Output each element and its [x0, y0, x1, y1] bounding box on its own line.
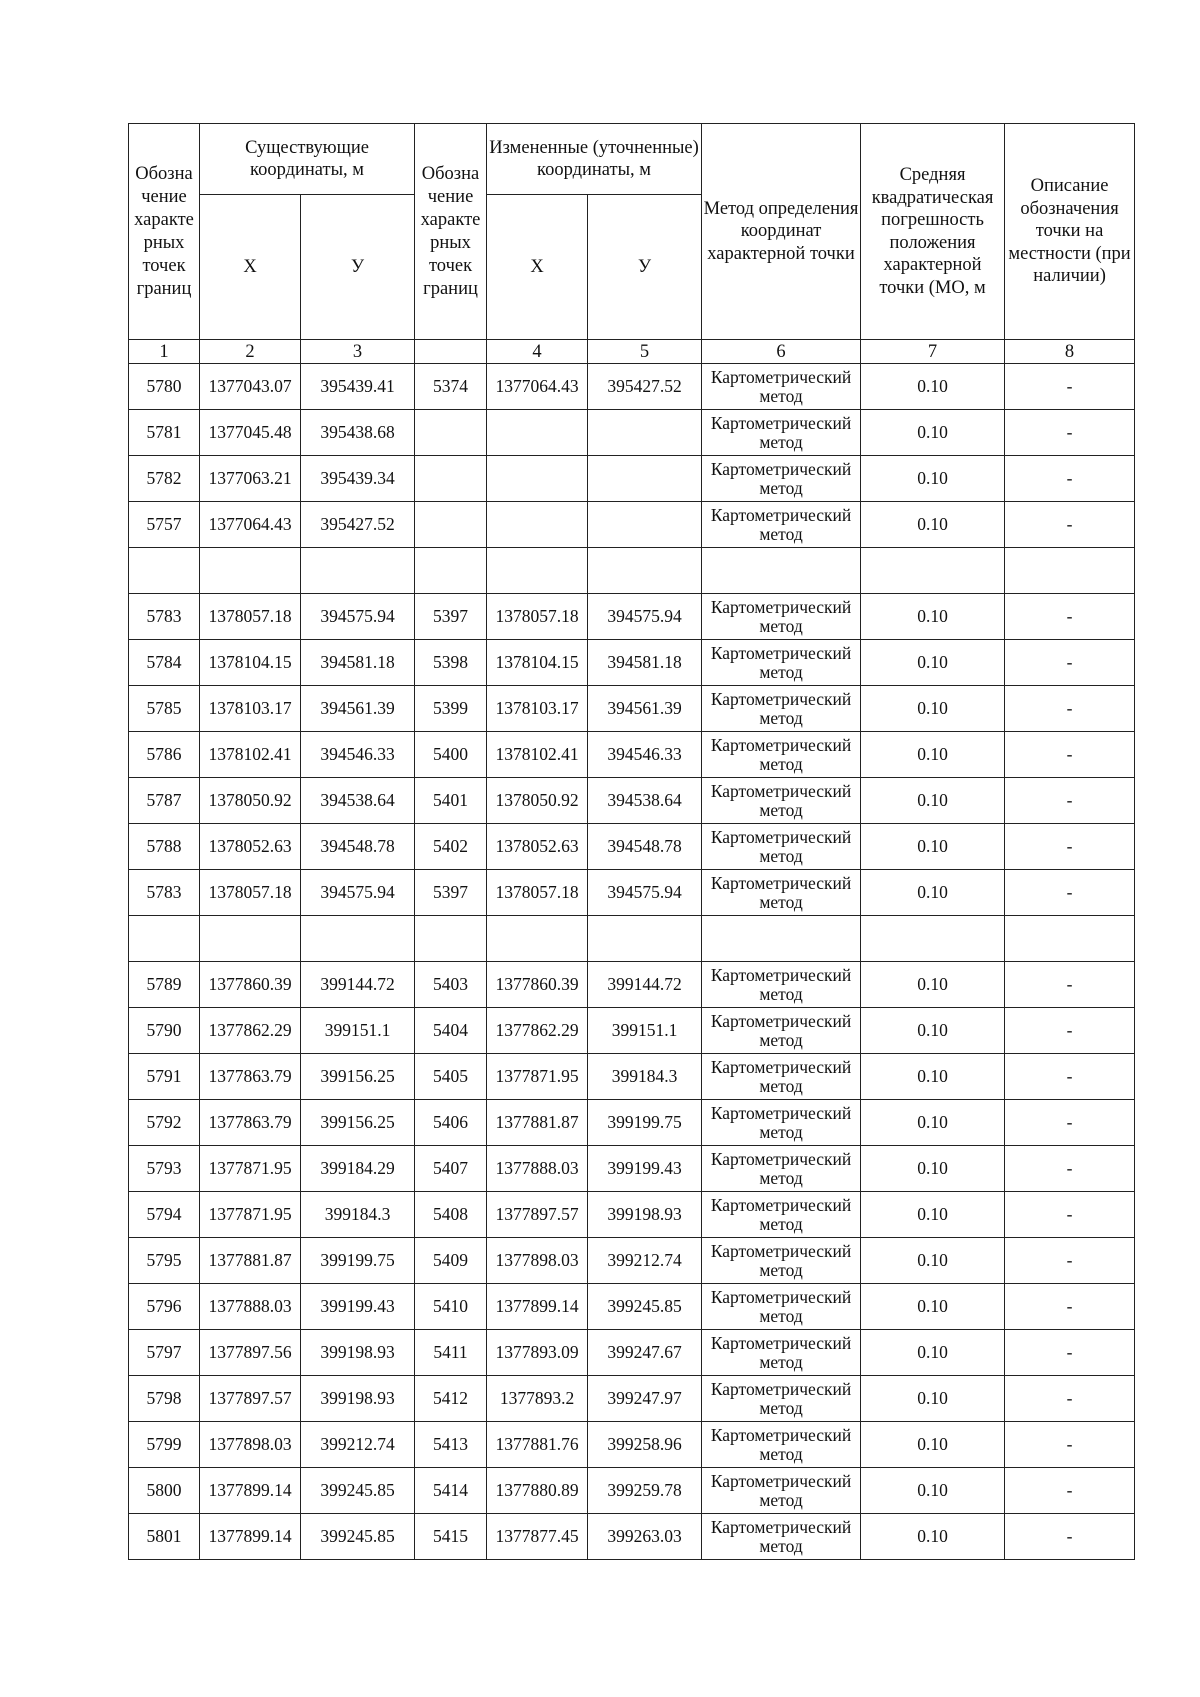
- changed-point-id-cell: 5397: [415, 870, 487, 916]
- changed-y-cell: [588, 502, 702, 548]
- changed-point-id-cell: 5411: [415, 1330, 487, 1376]
- empty-cell: [129, 916, 200, 962]
- error-cell: 0.10: [861, 1330, 1005, 1376]
- method-cell: Картометрический метод: [702, 1376, 861, 1422]
- existing-y-cell: 394561.39: [301, 686, 415, 732]
- changed-x-cell: 1378050.92: [487, 778, 588, 824]
- point-id-cell: 5783: [129, 870, 200, 916]
- point-id-cell: 5787: [129, 778, 200, 824]
- error-cell: 0.10: [861, 502, 1005, 548]
- existing-x-cell: 1377863.79: [200, 1100, 301, 1146]
- table-row: [129, 870, 1135, 916]
- table-row: [129, 1376, 1135, 1422]
- description-cell: -: [1005, 1376, 1135, 1422]
- point-id-cell: 5782: [129, 456, 200, 502]
- changed-y-cell: 399151.1: [588, 1008, 702, 1054]
- changed-y-cell: 394561.39: [588, 686, 702, 732]
- existing-x-cell: 1377862.29: [200, 1008, 301, 1054]
- table-row: [129, 1192, 1135, 1238]
- existing-y-cell: 395439.41: [301, 364, 415, 410]
- table-row: [129, 1146, 1135, 1192]
- existing-x-cell: 1378057.18: [200, 594, 301, 640]
- changed-point-id-cell: 5408: [415, 1192, 487, 1238]
- changed-y-cell: 395427.52: [588, 364, 702, 410]
- description-cell: -: [1005, 1008, 1135, 1054]
- existing-x-cell: 1377897.56: [200, 1330, 301, 1376]
- existing-y-cell: 399199.75: [301, 1238, 415, 1284]
- point-id-cell: 5791: [129, 1054, 200, 1100]
- header-changed-y: У: [588, 195, 702, 340]
- existing-x-cell: 1377898.03: [200, 1422, 301, 1468]
- changed-x-cell: 1377880.89: [487, 1468, 588, 1514]
- changed-point-id-cell: 5406: [415, 1100, 487, 1146]
- changed-point-id-cell: 5407: [415, 1146, 487, 1192]
- error-cell: 0.10: [861, 1008, 1005, 1054]
- column-number: 2: [200, 340, 301, 364]
- point-id-cell: 5792: [129, 1100, 200, 1146]
- error-cell: 0.10: [861, 1422, 1005, 1468]
- method-cell: Картометрический метод: [702, 1514, 861, 1560]
- table-row: [129, 686, 1135, 732]
- existing-y-cell: 395438.68: [301, 410, 415, 456]
- description-cell: -: [1005, 1330, 1135, 1376]
- table-row: [129, 1514, 1135, 1560]
- existing-y-cell: 394575.94: [301, 594, 415, 640]
- changed-point-id-cell: [415, 410, 487, 456]
- existing-y-cell: 394548.78: [301, 824, 415, 870]
- description-cell: -: [1005, 364, 1135, 410]
- changed-point-id-cell: [415, 456, 487, 502]
- empty-cell: [415, 548, 487, 594]
- error-cell: 0.10: [861, 594, 1005, 640]
- method-cell: Картометрический метод: [702, 1146, 861, 1192]
- changed-point-id-cell: 5397: [415, 594, 487, 640]
- changed-y-cell: 394548.78: [588, 824, 702, 870]
- changed-x-cell: [487, 410, 588, 456]
- changed-point-id-cell: 5410: [415, 1284, 487, 1330]
- table-row: [129, 1008, 1135, 1054]
- existing-y-cell: 399245.85: [301, 1468, 415, 1514]
- empty-cell: [861, 916, 1005, 962]
- method-cell: Картометрический метод: [702, 1284, 861, 1330]
- changed-y-cell: 399199.75: [588, 1100, 702, 1146]
- error-cell: 0.10: [861, 1146, 1005, 1192]
- changed-x-cell: [487, 502, 588, 548]
- error-cell: 0.10: [861, 1468, 1005, 1514]
- changed-x-cell: 1378057.18: [487, 870, 588, 916]
- error-cell: 0.10: [861, 1238, 1005, 1284]
- table-row: [129, 456, 1135, 502]
- table-row: [129, 962, 1135, 1008]
- empty-cell: [200, 916, 301, 962]
- existing-x-cell: 1377899.14: [200, 1468, 301, 1514]
- changed-point-id-cell: 5412: [415, 1376, 487, 1422]
- existing-x-cell: 1377045.48: [200, 410, 301, 456]
- point-id-cell: 5796: [129, 1284, 200, 1330]
- changed-y-cell: 394538.64: [588, 778, 702, 824]
- empty-cell: [301, 548, 415, 594]
- header-description: Описание обозначения точки на местности (при наличии): [1005, 124, 1135, 340]
- changed-x-cell: 1377897.57: [487, 1192, 588, 1238]
- changed-point-id-cell: 5409: [415, 1238, 487, 1284]
- description-cell: -: [1005, 1514, 1135, 1560]
- changed-x-cell: 1377893.09: [487, 1330, 588, 1376]
- existing-x-cell: 1377897.57: [200, 1376, 301, 1422]
- method-cell: Картометрический метод: [702, 456, 861, 502]
- existing-y-cell: 399144.72: [301, 962, 415, 1008]
- header-existing-y: У: [301, 195, 415, 340]
- header-changed-x: Х: [487, 195, 588, 340]
- changed-y-cell: 399247.97: [588, 1376, 702, 1422]
- error-cell: 0.10: [861, 1284, 1005, 1330]
- existing-y-cell: 399156.25: [301, 1100, 415, 1146]
- group-separator-row: [129, 548, 1135, 594]
- existing-x-cell: 1377063.21: [200, 456, 301, 502]
- existing-x-cell: 1378052.63: [200, 824, 301, 870]
- method-cell: Картометрический метод: [702, 1330, 861, 1376]
- description-cell: -: [1005, 640, 1135, 686]
- method-cell: Картометрический метод: [702, 778, 861, 824]
- changed-x-cell: 1378052.63: [487, 824, 588, 870]
- method-cell: Картометрический метод: [702, 1054, 861, 1100]
- point-id-cell: 5800: [129, 1468, 200, 1514]
- error-cell: 0.10: [861, 962, 1005, 1008]
- table-row: [129, 640, 1135, 686]
- changed-y-cell: [588, 410, 702, 456]
- error-cell: 0.10: [861, 778, 1005, 824]
- existing-x-cell: 1377863.79: [200, 1054, 301, 1100]
- changed-point-id-cell: 5405: [415, 1054, 487, 1100]
- changed-point-id-cell: 5374: [415, 364, 487, 410]
- changed-y-cell: 399245.85: [588, 1284, 702, 1330]
- existing-y-cell: 394581.18: [301, 640, 415, 686]
- error-cell: 0.10: [861, 1514, 1005, 1560]
- existing-y-cell: 394538.64: [301, 778, 415, 824]
- existing-y-cell: 395439.34: [301, 456, 415, 502]
- method-cell: Картометрический метод: [702, 1100, 861, 1146]
- existing-y-cell: 399199.43: [301, 1284, 415, 1330]
- column-number: 6: [702, 340, 861, 364]
- empty-cell: [1005, 916, 1135, 962]
- description-cell: -: [1005, 502, 1135, 548]
- point-id-cell: 5799: [129, 1422, 200, 1468]
- existing-x-cell: 1377043.07: [200, 364, 301, 410]
- changed-x-cell: 1378104.15: [487, 640, 588, 686]
- method-cell: Картометрический метод: [702, 824, 861, 870]
- method-cell: Картометрический метод: [702, 1468, 861, 1514]
- changed-x-cell: 1377898.03: [487, 1238, 588, 1284]
- method-cell: Картометрический метод: [702, 870, 861, 916]
- table-row: [129, 778, 1135, 824]
- existing-x-cell: 1377871.95: [200, 1192, 301, 1238]
- header-error: Средняя квадратическая погрешность положения характерной точки (МО, м: [861, 124, 1005, 340]
- existing-y-cell: 394546.33: [301, 732, 415, 778]
- point-id-cell: 5784: [129, 640, 200, 686]
- description-cell: -: [1005, 824, 1135, 870]
- coordinates-table-body: [129, 364, 1135, 1560]
- method-cell: Картометрический метод: [702, 1238, 861, 1284]
- point-id-cell: 5786: [129, 732, 200, 778]
- changed-y-cell: 399199.43: [588, 1146, 702, 1192]
- error-cell: 0.10: [861, 870, 1005, 916]
- table-row: [129, 1238, 1135, 1284]
- empty-cell: [588, 916, 702, 962]
- method-cell: Картометрический метод: [702, 732, 861, 778]
- point-id-cell: 5788: [129, 824, 200, 870]
- existing-x-cell: 1378057.18: [200, 870, 301, 916]
- description-cell: -: [1005, 870, 1135, 916]
- table-row: [129, 594, 1135, 640]
- existing-x-cell: 1378050.92: [200, 778, 301, 824]
- existing-x-cell: 1377871.95: [200, 1146, 301, 1192]
- empty-cell: [200, 548, 301, 594]
- changed-point-id-cell: 5414: [415, 1468, 487, 1514]
- existing-y-cell: 394575.94: [301, 870, 415, 916]
- existing-y-cell: 399151.1: [301, 1008, 415, 1054]
- empty-cell: [861, 548, 1005, 594]
- method-cell: Картометрический метод: [702, 502, 861, 548]
- description-cell: -: [1005, 1146, 1135, 1192]
- changed-x-cell: 1378057.18: [487, 594, 588, 640]
- existing-x-cell: 1378103.17: [200, 686, 301, 732]
- changed-x-cell: 1377893.2: [487, 1376, 588, 1422]
- description-cell: -: [1005, 1192, 1135, 1238]
- error-cell: 0.10: [861, 640, 1005, 686]
- changed-point-id-cell: 5398: [415, 640, 487, 686]
- description-cell: -: [1005, 594, 1135, 640]
- column-number: 1: [129, 340, 200, 364]
- changed-y-cell: 399263.03: [588, 1514, 702, 1560]
- method-cell: Картометрический метод: [702, 1008, 861, 1054]
- point-id-cell: 5793: [129, 1146, 200, 1192]
- error-cell: 0.10: [861, 1376, 1005, 1422]
- changed-x-cell: 1377881.76: [487, 1422, 588, 1468]
- existing-x-cell: 1378104.15: [200, 640, 301, 686]
- existing-x-cell: 1378102.41: [200, 732, 301, 778]
- description-cell: -: [1005, 1468, 1135, 1514]
- description-cell: -: [1005, 732, 1135, 778]
- changed-x-cell: 1378102.41: [487, 732, 588, 778]
- method-cell: Картометрический метод: [702, 410, 861, 456]
- column-number-row: [129, 340, 1135, 364]
- header-point-id: Обозна чение характе рных точек границ: [129, 124, 200, 340]
- group-separator-row: [129, 916, 1135, 962]
- empty-cell: [301, 916, 415, 962]
- existing-y-cell: 395427.52: [301, 502, 415, 548]
- point-id-cell: 5790: [129, 1008, 200, 1054]
- description-cell: -: [1005, 962, 1135, 1008]
- changed-x-cell: 1377862.29: [487, 1008, 588, 1054]
- column-number: 8: [1005, 340, 1135, 364]
- description-cell: -: [1005, 1054, 1135, 1100]
- description-cell: -: [1005, 1238, 1135, 1284]
- existing-y-cell: 399212.74: [301, 1422, 415, 1468]
- error-cell: 0.10: [861, 1100, 1005, 1146]
- method-cell: Картометрический метод: [702, 1192, 861, 1238]
- header-method: Метод определения координат характерной точки: [702, 124, 861, 340]
- existing-y-cell: 399184.29: [301, 1146, 415, 1192]
- table-row: [129, 1468, 1135, 1514]
- error-cell: 0.10: [861, 410, 1005, 456]
- empty-cell: [588, 548, 702, 594]
- point-id-cell: 5798: [129, 1376, 200, 1422]
- changed-point-id-cell: 5403: [415, 962, 487, 1008]
- changed-point-id-cell: 5404: [415, 1008, 487, 1054]
- header-point-id-changed: Обозна чение характе рных точек границ: [415, 124, 487, 340]
- column-number: 5: [588, 340, 702, 364]
- point-id-cell: 5781: [129, 410, 200, 456]
- empty-cell: [1005, 548, 1135, 594]
- existing-x-cell: 1377899.14: [200, 1514, 301, 1560]
- existing-y-cell: 399198.93: [301, 1330, 415, 1376]
- error-cell: 0.10: [861, 686, 1005, 732]
- changed-y-cell: 394575.94: [588, 870, 702, 916]
- table-row: [129, 1054, 1135, 1100]
- changed-point-id-cell: 5402: [415, 824, 487, 870]
- point-id-cell: 5794: [129, 1192, 200, 1238]
- method-cell: Картометрический метод: [702, 1422, 861, 1468]
- changed-x-cell: 1377877.45: [487, 1514, 588, 1560]
- error-cell: 0.10: [861, 824, 1005, 870]
- error-cell: 0.10: [861, 364, 1005, 410]
- error-cell: 0.10: [861, 1192, 1005, 1238]
- coordinates-table: [128, 123, 1135, 1560]
- error-cell: 0.10: [861, 456, 1005, 502]
- existing-x-cell: 1377888.03: [200, 1284, 301, 1330]
- changed-y-cell: 399144.72: [588, 962, 702, 1008]
- column-number: [415, 340, 487, 364]
- point-id-cell: 5757: [129, 502, 200, 548]
- changed-x-cell: 1377871.95: [487, 1054, 588, 1100]
- column-number: 4: [487, 340, 588, 364]
- description-cell: -: [1005, 1100, 1135, 1146]
- changed-x-cell: [487, 456, 588, 502]
- existing-y-cell: 399156.25: [301, 1054, 415, 1100]
- changed-x-cell: 1377899.14: [487, 1284, 588, 1330]
- changed-point-id-cell: 5413: [415, 1422, 487, 1468]
- empty-cell: [702, 548, 861, 594]
- changed-point-id-cell: [415, 502, 487, 548]
- empty-cell: [487, 916, 588, 962]
- changed-y-cell: 394575.94: [588, 594, 702, 640]
- changed-y-cell: 399212.74: [588, 1238, 702, 1284]
- changed-y-cell: [588, 456, 702, 502]
- point-id-cell: 5789: [129, 962, 200, 1008]
- existing-x-cell: 1377881.87: [200, 1238, 301, 1284]
- table-row: [129, 502, 1135, 548]
- error-cell: 0.10: [861, 732, 1005, 778]
- description-cell: -: [1005, 778, 1135, 824]
- method-cell: Картометрический метод: [702, 640, 861, 686]
- changed-y-cell: 394581.18: [588, 640, 702, 686]
- table-row: [129, 364, 1135, 410]
- table-row: [129, 732, 1135, 778]
- description-cell: -: [1005, 1422, 1135, 1468]
- method-cell: Картометрический метод: [702, 686, 861, 732]
- changed-x-cell: 1377888.03: [487, 1146, 588, 1192]
- changed-y-cell: 399198.93: [588, 1192, 702, 1238]
- description-cell: -: [1005, 410, 1135, 456]
- existing-x-cell: 1377064.43: [200, 502, 301, 548]
- description-cell: -: [1005, 1284, 1135, 1330]
- changed-point-id-cell: 5401: [415, 778, 487, 824]
- method-cell: Картометрический метод: [702, 962, 861, 1008]
- point-id-cell: 5795: [129, 1238, 200, 1284]
- method-cell: Картометрический метод: [702, 364, 861, 410]
- changed-point-id-cell: 5415: [415, 1514, 487, 1560]
- header-existing-x: Х: [200, 195, 301, 340]
- header-existing-coordinates: Существующие координаты, м: [200, 124, 415, 195]
- changed-y-cell: 394546.33: [588, 732, 702, 778]
- description-cell: -: [1005, 686, 1135, 732]
- changed-y-cell: 399247.67: [588, 1330, 702, 1376]
- table-row: [129, 1100, 1135, 1146]
- point-id-cell: 5785: [129, 686, 200, 732]
- point-id-cell: 5780: [129, 364, 200, 410]
- error-cell: 0.10: [861, 1054, 1005, 1100]
- column-number: 3: [301, 340, 415, 364]
- table-row: [129, 1284, 1135, 1330]
- point-id-cell: 5801: [129, 1514, 200, 1560]
- changed-x-cell: 1377064.43: [487, 364, 588, 410]
- changed-x-cell: 1377860.39: [487, 962, 588, 1008]
- existing-x-cell: 1377860.39: [200, 962, 301, 1008]
- point-id-cell: 5797: [129, 1330, 200, 1376]
- changed-y-cell: 399258.96: [588, 1422, 702, 1468]
- table-row: [129, 1330, 1135, 1376]
- changed-point-id-cell: 5399: [415, 686, 487, 732]
- empty-cell: [487, 548, 588, 594]
- header-changed-coordinates: Измененные (уточненные) координаты, м: [487, 124, 702, 195]
- table-row: [129, 824, 1135, 870]
- changed-x-cell: 1377881.87: [487, 1100, 588, 1146]
- table-row: [129, 1422, 1135, 1468]
- empty-cell: [129, 548, 200, 594]
- empty-cell: [702, 916, 861, 962]
- existing-y-cell: 399245.85: [301, 1514, 415, 1560]
- changed-y-cell: 399184.3: [588, 1054, 702, 1100]
- point-id-cell: 5783: [129, 594, 200, 640]
- existing-y-cell: 399184.3: [301, 1192, 415, 1238]
- changed-x-cell: 1378103.17: [487, 686, 588, 732]
- changed-point-id-cell: 5400: [415, 732, 487, 778]
- changed-y-cell: 399259.78: [588, 1468, 702, 1514]
- column-number: 7: [861, 340, 1005, 364]
- description-cell: -: [1005, 456, 1135, 502]
- existing-y-cell: 399198.93: [301, 1376, 415, 1422]
- method-cell: Картометрический метод: [702, 594, 861, 640]
- empty-cell: [415, 916, 487, 962]
- table-row: [129, 410, 1135, 456]
